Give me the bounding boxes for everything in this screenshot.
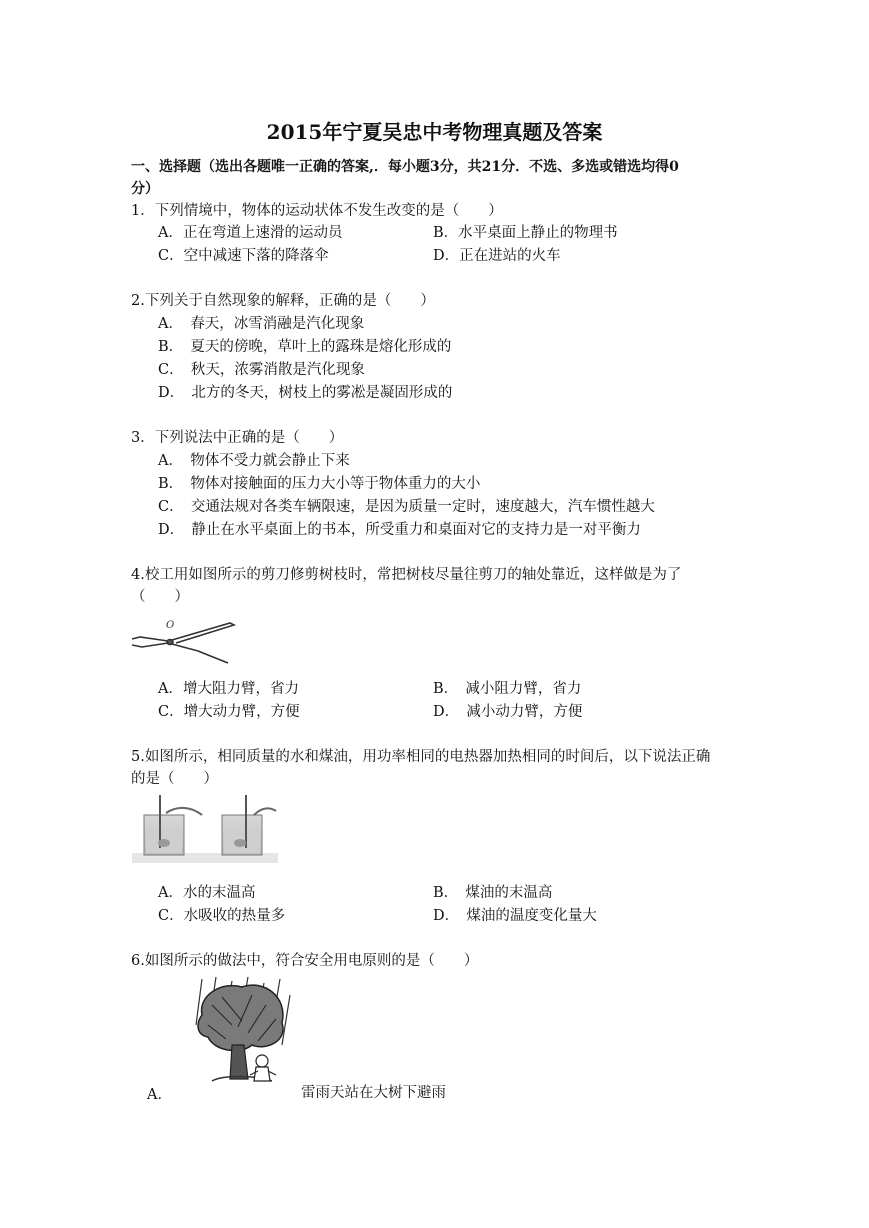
section-heading-cont: 分） [131,181,159,197]
question-5-stem: 5.如图所示，相同质量的水和煤油，用功率相同的电热器加热相同的时间后，以下说法正确 [131,749,711,765]
question-2-option-b: B． 夏天的傍晚，草叶上的露珠是熔化形成的 [158,339,452,355]
question-5-option-d: D． 煤油的温度变化量大 [433,908,597,924]
section-heading: 一、选择题（选出各题唯一正确的答案,．每小题3分，共21分．不选、多选或错选均得0 [131,159,679,175]
question-6-option-a-text: 雷雨天站在大树下避雨 [301,1085,446,1101]
question-6-stem: 6.如图所示的做法中，符合安全用电原则的是（ ） [131,953,479,969]
page-title: 2015年宁夏吴忠中考物理真题及答案 [266,120,603,144]
question-1-option-b: B．水平桌面上静止的物理书 [433,225,618,241]
question-4-stem: 4.校工用如图所示的剪刀修剪树枝时，常把树枝尽量往剪刀的轴处靠近，这样做是为了 [131,567,682,583]
question-4-option-d: D． 减小动力臂，方便 [433,704,583,720]
question-5-option-c: C．水吸收的热量多 [158,908,286,924]
beakers-figure [130,793,280,865]
question-5-stem-cont: 的是（ ） [131,771,218,787]
question-4-option-a: A．增大阻力臂，省力 [158,681,299,697]
question-4-stem-cont: （ ） [131,589,189,605]
question-1-option-a: A．正在弯道上速滑的运动员 [158,225,343,241]
question-6-option-a-label: A． [147,1087,172,1103]
question-3-stem: 3．下列说法中正确的是（ ） [131,430,344,446]
question-3-option-d: D． 静止在水平桌面上的书本，所受重力和桌面对它的支持力是一对平衡力 [158,522,641,538]
question-1-option-d: D．正在进站的火车 [433,248,561,264]
tree-in-storm-figure [192,975,294,1093]
question-2-stem: 2.下列关于自然现象的解释，正确的是（ ） [131,293,435,309]
question-2-option-a: A． 春天，冰雪消融是汽化现象 [158,316,365,332]
question-4-option-b: B． 减小阻力臂，省力 [433,681,582,697]
scissors-figure [130,615,240,667]
question-3-option-b: B． 物体对接触面的压力大小等于物体重力的大小 [158,476,481,492]
question-3-option-c: C． 交通法规对各类车辆限速，是因为质量一定时，速度越大，汽车惯性越大 [158,499,655,515]
question-1-option-c: C．空中减速下落的降落伞 [158,248,329,264]
question-5-option-a: A．水的末温高 [158,885,256,901]
pivot-label: O [166,620,175,631]
question-2-option-d: D． 北方的冬天，树枝上的雾凇是凝固形成的 [158,385,453,401]
question-2-option-c: C． 秋天，浓雾消散是汽化现象 [158,362,365,378]
question-1-stem: 1．下列情境中，物体的运动状体不发生改变的是（ ） [131,203,503,219]
question-4-option-c: C．增大动力臂，方便 [158,704,300,720]
question-3-option-a: A． 物体不受力就会静止下来 [158,453,350,469]
question-5-option-b: B． 煤油的末温高 [433,885,553,901]
